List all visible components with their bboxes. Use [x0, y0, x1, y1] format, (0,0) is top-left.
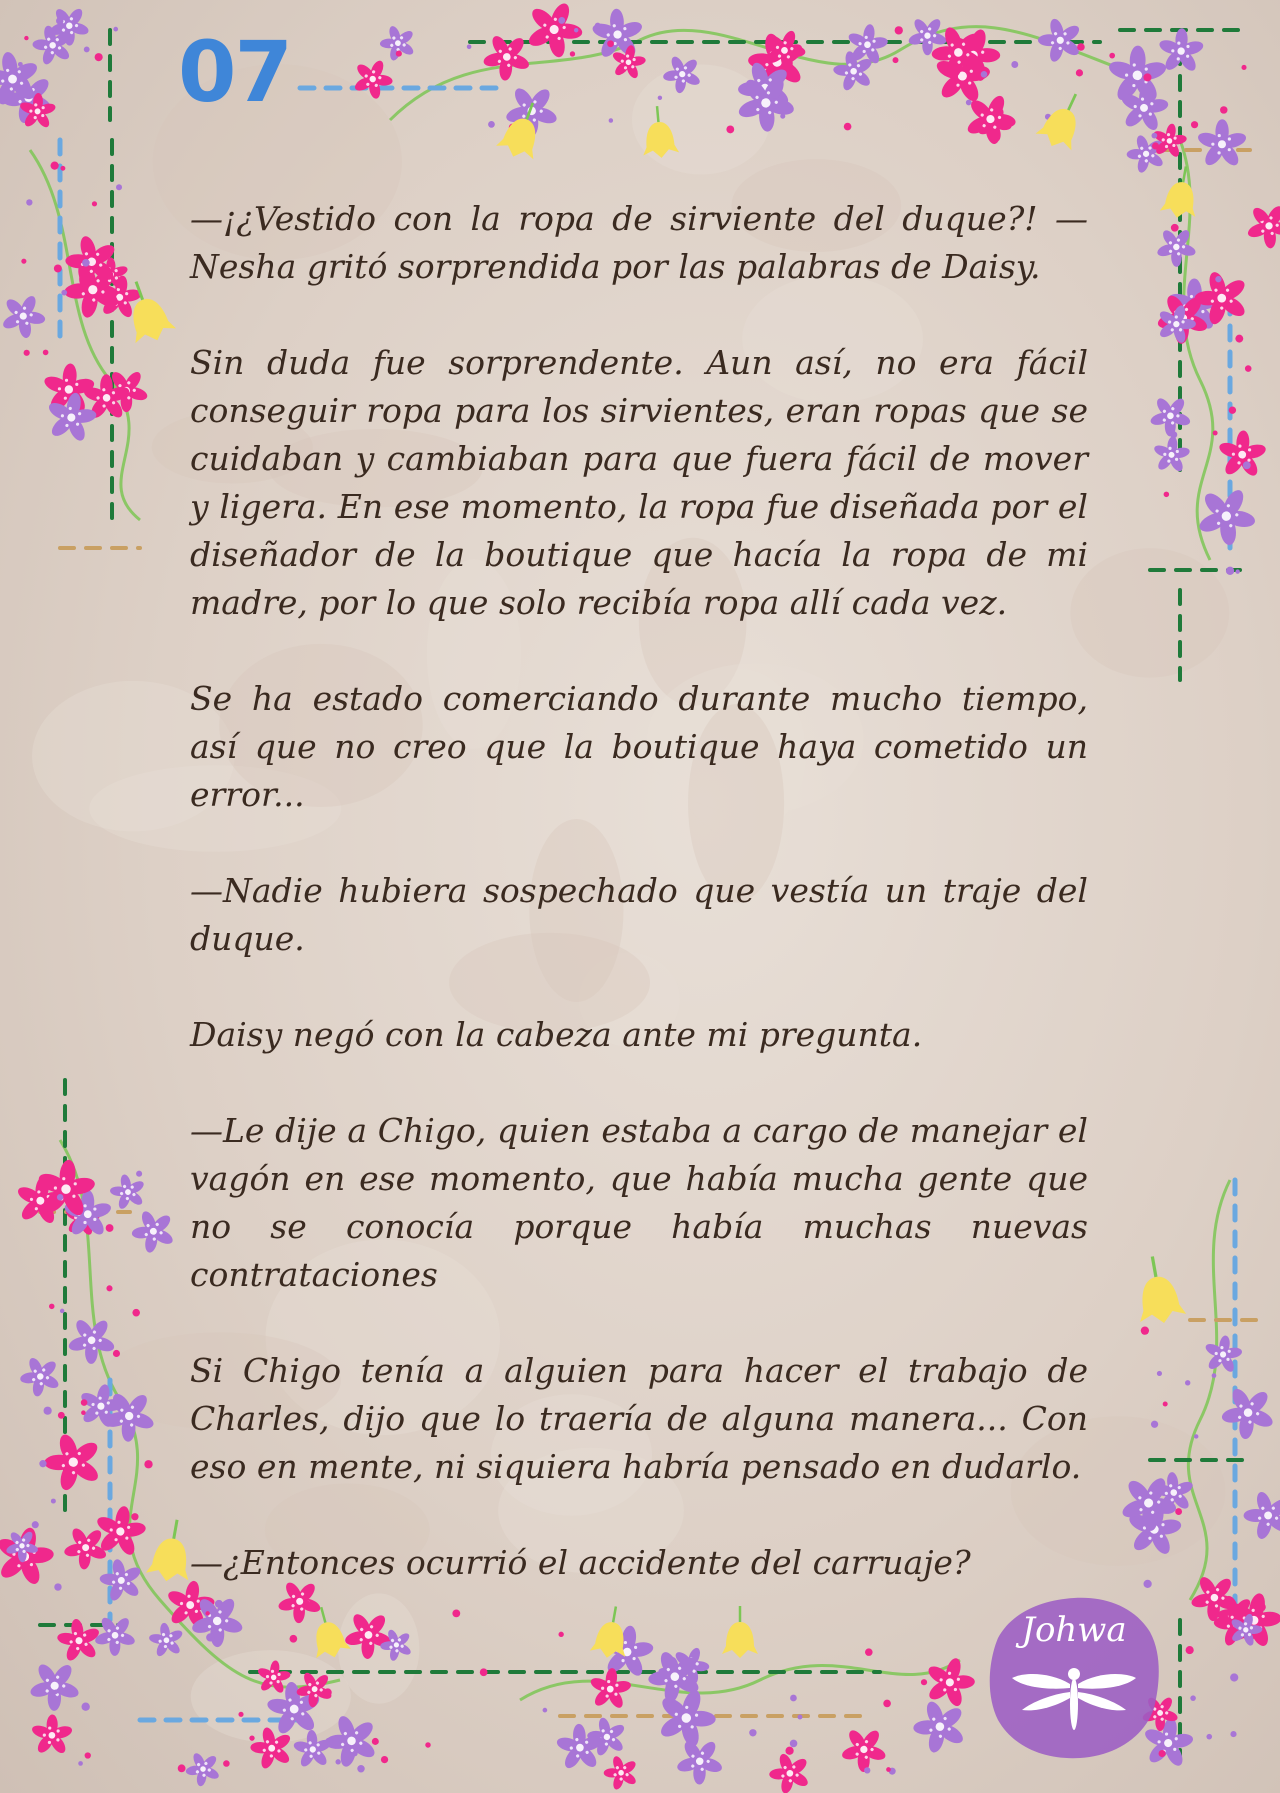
paragraph-6: —Le dije a Chigo, quien estaba a cargo de manejar el vagón en ese momento, que había mucha gente que no se conocía porque había muchas nuevas contrataciones — [190, 1111, 1088, 1294]
page-number: 07 — [178, 23, 291, 121]
paragraph-2: Sin duda fue sorprendente. Aun así, no era fácil conseguir ropa para los sirvientes, eran ropas que se cuidaban y cambiaban para que fuera fácil de mover y ligera. En ese momento, la ropa fue diseñada por el diseñador de la boutique que hacía la ropa de mi madre, por lo que solo recibía ropa allí cada vez. — [190, 343, 1088, 622]
story-text — [190, 195, 1088, 1635]
paragraph-7: Si Chigo tenía a alguien para hacer el trabajo de Charles, dijo que lo traería de alguna manera... Con eso en mente, ni siquiera habría pensado en dudarlo. — [190, 1351, 1088, 1486]
paragraph-8: —¿Entonces ocurrió el accidente del carruaje? — [190, 1543, 971, 1582]
paragraph-3: Se ha estado comerciando durante mucho tiempo, así que no creo que la boutique haya cometido un error... — [190, 679, 1088, 814]
paragraph-5: Daisy negó con la cabeza ante mi pregunta. — [190, 1015, 923, 1054]
paragraph-4: —Nadie hubiera sospechado que vestía un traje del duque. — [190, 871, 1088, 958]
brand-name: Johwa — [1021, 1610, 1127, 1650]
paragraph-1: —¡¿Vestido con la ropa de sirviente del duque?! —Nesha gritó sorprendida por las palabras de Daisy. — [190, 199, 1088, 286]
